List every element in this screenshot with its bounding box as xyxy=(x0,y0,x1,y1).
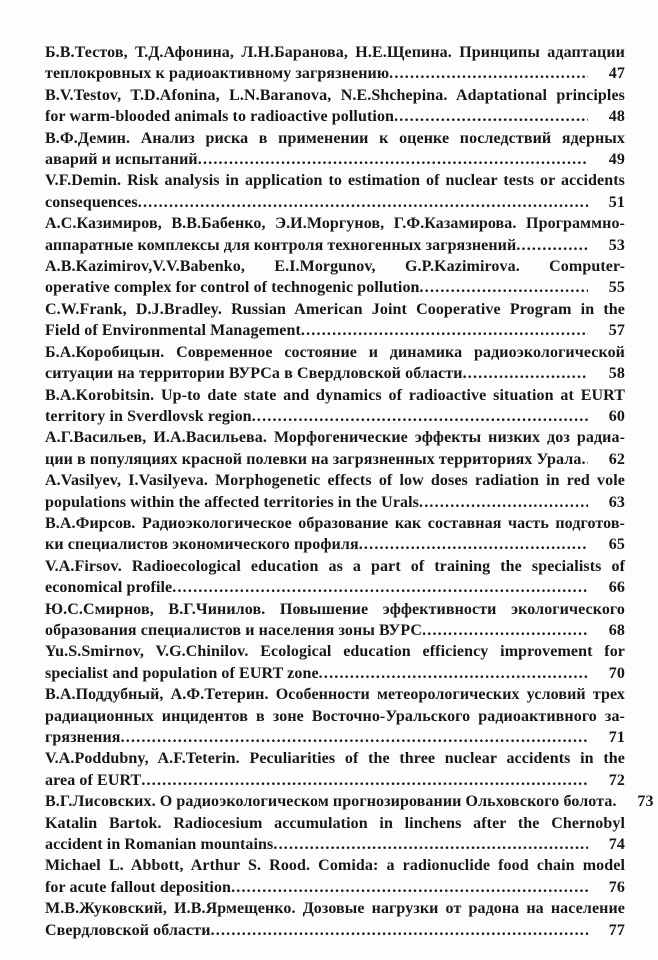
toc-line: C.W.Frank, D.J.Bradley. Russian American Joint Cooperative Program in the xyxy=(45,300,625,318)
toc-leader-line xyxy=(45,920,625,941)
page-number: 53 xyxy=(608,236,625,254)
toc-entry xyxy=(45,599,625,642)
toc-leader-line xyxy=(45,235,625,256)
dot-leader xyxy=(420,277,588,298)
toc-line-text: territory in Sverdlovsk region xyxy=(45,407,252,425)
toc-leader-line xyxy=(45,663,625,684)
toc-line: Ю.С.Смирнов, В.Г.Чинилов. Повышение эффективности экологического xyxy=(45,600,625,618)
dot-leader xyxy=(516,235,588,256)
dot-leader xyxy=(422,620,588,641)
toc-line-text: area of EURT xyxy=(45,771,142,789)
page-number: 71 xyxy=(608,729,625,746)
toc-leader-line xyxy=(45,727,625,748)
toc-entry xyxy=(45,813,625,856)
toc-entry xyxy=(45,898,625,941)
toc-leader-line xyxy=(45,449,625,470)
toc-line-text: Свердловской области xyxy=(45,921,211,939)
page-number: 70 xyxy=(608,664,625,682)
toc-entry xyxy=(45,684,625,748)
dot-leader xyxy=(141,770,588,791)
toc-entry xyxy=(45,85,625,128)
toc-line-text: ки специалистов экономического профиля xyxy=(45,536,359,554)
dot-leader xyxy=(231,877,588,898)
toc-leader-line xyxy=(45,192,625,213)
table-of-contents xyxy=(45,42,654,941)
dot-leader xyxy=(394,106,588,127)
dot-leader xyxy=(138,192,588,213)
toc-entry xyxy=(45,213,625,256)
toc-entry xyxy=(45,256,625,299)
toc-line: А.С.Казимиров, В.В.Бабенко, Э.И.Моргунов, Г.Ф.Казамирова. Программно- xyxy=(45,215,625,233)
toc-line: А.Г.Васильев, И.А.Васильева. Морфогенические эффекты низких доз радиа- xyxy=(45,429,625,447)
toc-line-text: В.Г.Лисовских. О радиоэкологическом прогнозировании Ольховского болота. xyxy=(45,793,617,811)
toc-entry xyxy=(45,556,625,599)
toc-line-text: specialist and population of EURT zone xyxy=(45,664,319,682)
toc-line-text: ции в популяциях красной полевки на загрязненных территориях Урала xyxy=(45,450,582,468)
page-number: 62 xyxy=(608,450,625,468)
page-number: 51 xyxy=(608,193,625,211)
dot-leader xyxy=(389,63,588,84)
toc-line: М.В.Жуковский, И.В.Ярмещенко. Дозовые нагрузки от радона на население xyxy=(45,900,625,918)
toc-line: Yu.S.Smirnov, V.G.Chinilov. Ecological education efficiency improvement for xyxy=(45,643,625,661)
toc-line: A.B.Kazimirov,V.V.Babenko, E.I.Morgunov, G.P.Kazimirova. Computer- xyxy=(45,258,625,276)
toc-entry xyxy=(45,513,625,556)
toc-line: В.А.Поддубный, А.Ф.Тетерин. Особенности метеорологических условий трех xyxy=(45,686,625,704)
toc-line-text: грязнения xyxy=(45,729,121,746)
toc-line-text: теплокровных к радиоактивному загрязнению xyxy=(45,65,390,83)
toc-line-text: for warm-blooded animals to radioactive pollution xyxy=(45,108,395,126)
page-number: 60 xyxy=(608,407,625,425)
dot-leader xyxy=(198,149,588,170)
toc-entry xyxy=(45,299,625,342)
toc-entry xyxy=(45,748,625,791)
toc-entry xyxy=(45,427,625,470)
toc-line: Michael L. Abbott, Arthur S. Rood. Comida: a radionuclide food chain model xyxy=(45,857,625,875)
toc-line-text: consequences xyxy=(45,193,138,211)
toc-line-text: образования специалистов и населения зоны ВУРС xyxy=(45,621,423,639)
page-number: 58 xyxy=(608,365,625,383)
page-number: 68 xyxy=(608,621,625,639)
toc-leader-line xyxy=(45,834,625,855)
toc-line-text: ситуации на территории ВУРСа в Свердловской области xyxy=(45,365,463,383)
toc-entry xyxy=(45,128,625,171)
toc-line-text: economical profile xyxy=(45,579,173,597)
page-number: 77 xyxy=(608,921,625,939)
toc-line: Б.В.Тестов, Т.Д.Афонина, Л.Н.Баранова, Н.Е.Щепина. Принципы адаптации xyxy=(45,44,625,61)
dot-leader xyxy=(211,920,588,941)
toc-line: В.А.Фирсов. Радиоэкологическое образование как составная часть подготов- xyxy=(45,514,625,532)
dot-leader xyxy=(419,492,588,513)
toc-leader-line xyxy=(45,320,625,341)
toc-leader-line xyxy=(45,877,625,898)
toc-line-text: аппаратные комплексы для контроля техногенных загрязнений xyxy=(45,236,517,254)
page-number: 66 xyxy=(608,579,625,597)
toc-leader-line xyxy=(45,63,625,84)
dot-leader xyxy=(301,320,588,341)
page-number: 76 xyxy=(608,878,625,896)
toc-entry xyxy=(45,855,625,898)
page-number: 55 xyxy=(608,279,625,297)
toc-line: V.A.Poddubny, A.F.Teterin. Peculiarities of the three nuclear accidents in the xyxy=(45,750,625,768)
toc-leader-line xyxy=(45,577,625,598)
page-number: 65 xyxy=(608,536,625,554)
toc-entry xyxy=(45,42,625,85)
page-number: 73 xyxy=(637,793,654,811)
toc-line: A.Vasilyev, I.Vasilyeva. Morphogenetic effects of low doses radiation in red vole xyxy=(45,472,625,490)
page-number: 57 xyxy=(608,322,625,340)
toc-leader-line xyxy=(45,492,625,513)
toc-leader-line xyxy=(45,770,625,791)
toc-line-text: аварий и испытаний xyxy=(45,151,198,169)
dot-leader xyxy=(359,534,588,555)
toc-line-text: for acute fallout deposition xyxy=(45,878,232,896)
toc-entry xyxy=(45,385,625,428)
dot-leader xyxy=(172,577,588,598)
dot-leader xyxy=(273,834,588,855)
dot-leader xyxy=(252,406,588,427)
toc-entry xyxy=(45,342,625,385)
toc-line: V.A.Firsov. Radioecological education as a part of training the specialists of xyxy=(45,557,625,575)
toc-leader-line xyxy=(45,620,625,641)
page-number: 48 xyxy=(608,108,625,126)
toc-leader-line xyxy=(45,791,654,812)
toc-leader-line xyxy=(45,149,625,170)
toc-leader-line xyxy=(45,106,625,127)
toc-entry xyxy=(45,470,625,513)
toc-line-text: operative complex for control of technogenic pollution xyxy=(45,279,420,297)
toc-line: Katalin Bartok. Radiocesium accumulation in linchens after the Chernobyl xyxy=(45,814,625,832)
page-number: 47 xyxy=(608,65,625,83)
toc-entry xyxy=(45,791,654,812)
dot-leader xyxy=(121,727,588,748)
toc-leader-line xyxy=(45,363,625,384)
page-number: 72 xyxy=(608,771,625,789)
toc-line-text: populations within the affected territories in the Urals xyxy=(45,493,420,511)
toc-line: B.A.Korobitsin. Up-to date state and dynamics of radioactive situation at EURT xyxy=(45,386,625,404)
toc-line: В.Ф.Демин. Анализ риска в применении к оценке последствий ядерных xyxy=(45,129,625,147)
dot-leader xyxy=(463,363,588,384)
page-number: 74 xyxy=(608,836,625,854)
dot-leader xyxy=(319,663,588,684)
toc-leader-line xyxy=(45,277,625,298)
page-number: 49 xyxy=(608,151,625,169)
toc-line: V.F.Demin. Risk analysis in application to estimation of nuclear tests or accidents xyxy=(45,172,625,190)
toc-entry xyxy=(45,170,625,213)
toc-line: Б.А.Коробицын. Современное состояние и динамика радиоэкологической xyxy=(45,343,625,361)
toc-line: B.V.Testov, T.D.Afonina, L.N.Baranova, N.E.Shchepina. Adaptational principles xyxy=(45,86,625,104)
toc-leader-line xyxy=(45,534,625,555)
toc-line-text: Field of Environmental Management xyxy=(45,322,301,340)
toc-entry xyxy=(45,641,625,684)
page-number: 63 xyxy=(608,493,625,511)
toc-leader-line xyxy=(45,406,625,427)
toc-line-text: accident in Romanian mountains xyxy=(45,836,274,854)
toc-line: радиационных инцидентов в зоне Восточно-Уральского радиоактивного за- xyxy=(45,707,625,725)
